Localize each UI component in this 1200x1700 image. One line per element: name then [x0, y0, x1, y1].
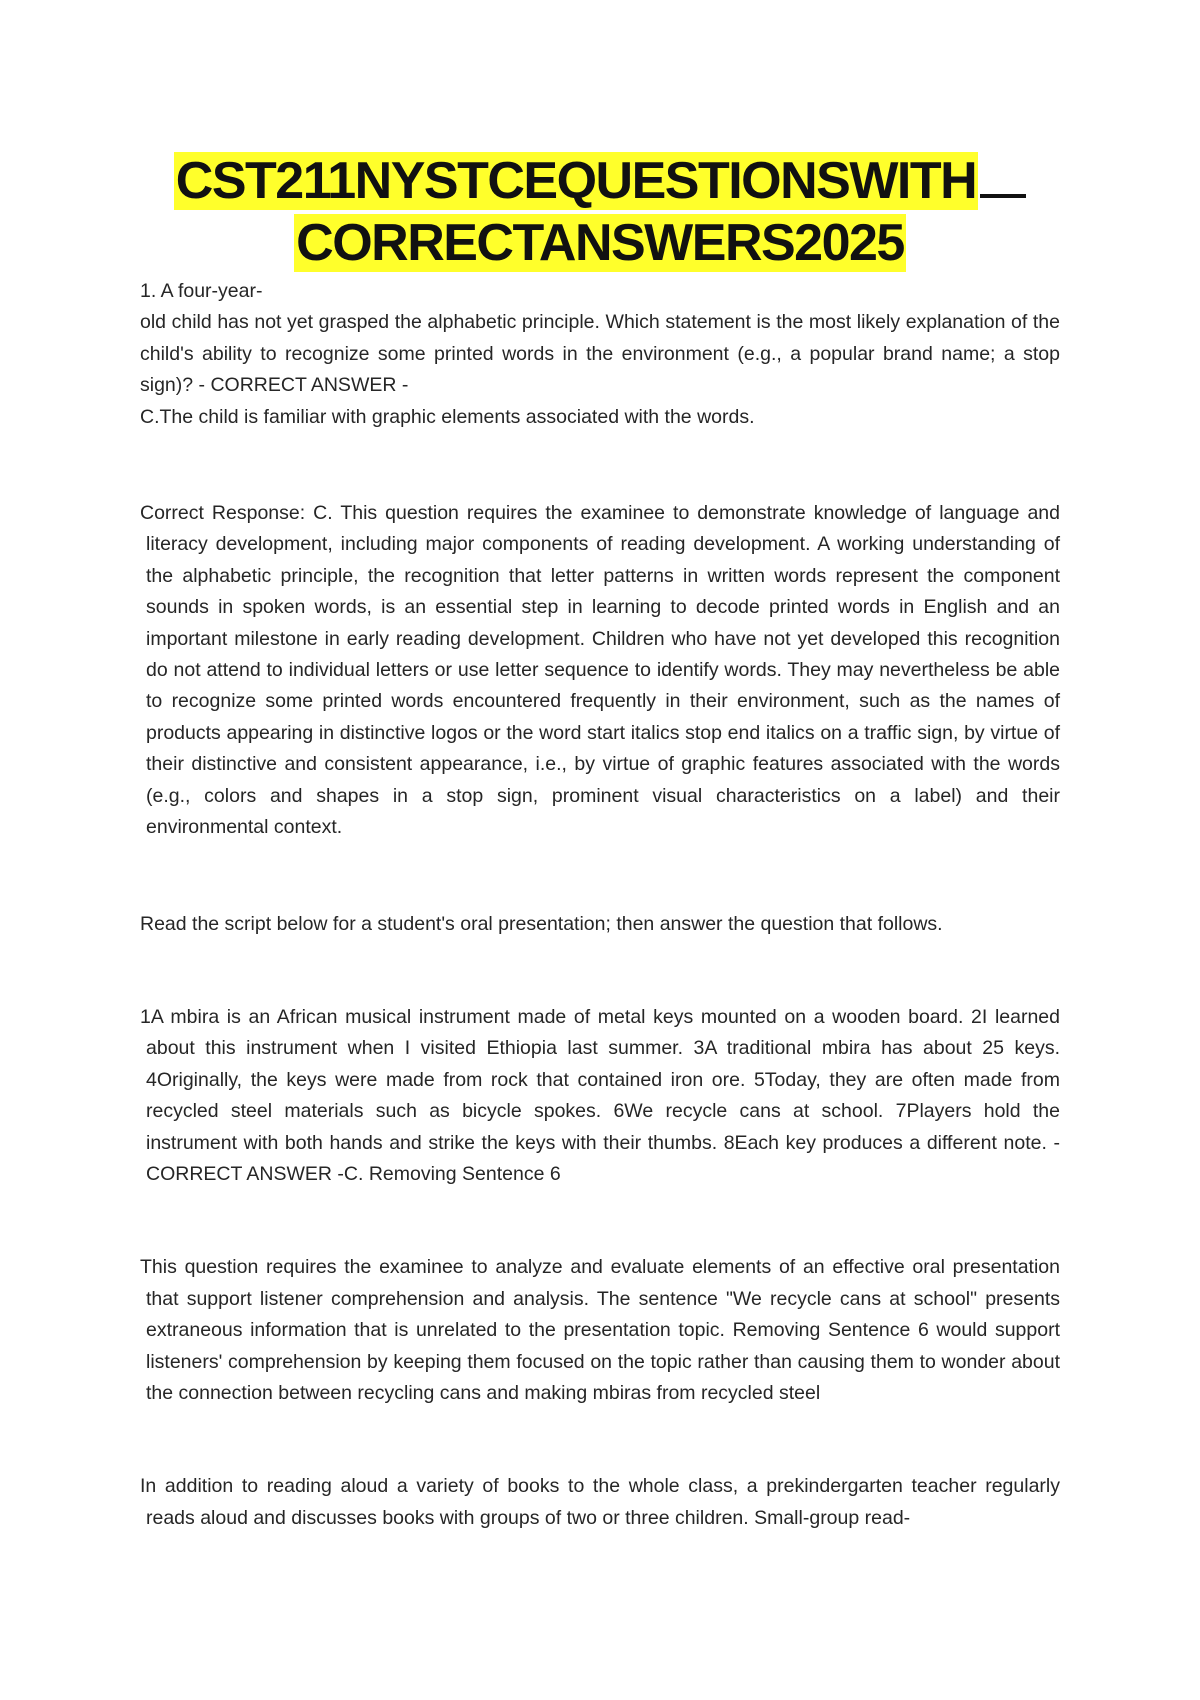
spacer — [140, 844, 1060, 909]
question-2-intro: Read the script below for a student's oral presentation; then answer the question that follows. — [140, 912, 943, 935]
title-highlight-2: CORRECTANSWERS2025 — [296, 214, 904, 272]
title-line-1 — [140, 150, 1060, 212]
question-2-rationale: This question requires the examinee to analyze and evaluate elements of an effective oral presentation that support listener comprehension and analysis. The sentence "We recycle cans at school" presents extraneous information that is unrelated to the presentation topic. Removing Sentence 6 would support listeners' comprehension by keeping them focused on the topic rather than causing them to wonder about the connection between recycling cans and making mbiras from recycled steel — [140, 1256, 1060, 1404]
title-highlight-1: CST211NYSTCEQUESTIONSWITH — [175, 152, 977, 210]
question-2-script: 1A mbira is an African musical instrument made of metal keys mounted on a wooden board. 2I learned about this instrument when I visited Ethiopia last summer. 3A traditional mbira has about 25 keys. 4Originally, the keys were made from rock that contained iron ore. 5Today, they are often made from recycled steel materials such as bicycle spokes. 6We recycle cans at school. 7Players hold the instrument with both hands and strike the keys with their thumbs. 8Each key produces a different note. - CORRECT ANSWER -C. Removing Sentence 6 — [140, 1005, 1060, 1185]
spacer — [140, 1409, 1060, 1471]
spacer — [140, 1190, 1060, 1252]
question-1-text: old child has not yet grasped the alphabetic principle. Which statement is the most likely explanation of the child's ability to recognize some printed words in the environment (e.g., a popular brand name; a stop sign)? - CORRECT ANSWER - — [140, 311, 1060, 397]
question-1-answer: C.The child is familiar with graphic elements associated with the words. — [140, 405, 755, 428]
spacer — [140, 433, 1060, 498]
document-body — [140, 276, 1060, 1534]
question-1-rationale: Correct Response: C. This question requires the examinee to demonstrate knowledge of language and literacy development, including major components of reading development. A working understanding of the alphabetic principle, the recognition that letter patterns in written words represent the component sounds in spoken words, is an essential step in learning to decode printed words in English and an important milestone in early reading development. Children who have not yet developed this recognition do not attend to individual letters or use letter sequence to identify words. They may nevertheless be able to recognize some printed words encountered frequently in their environment, such as the names of products appearing in distinctive logos or the word start italics stop end italics on a traffic sign, by virtue of their distinctive and consistent appearance, i.e., by virtue of graphic features associated with the words (e.g., colors and shapes in a stop sign, prominent visual characteristics on a label) and their environmental context. — [140, 502, 1060, 839]
spacer — [140, 940, 1060, 1002]
question-3-text: In addition to reading aloud a variety of books to the whole class, a prekindergarten teacher regularly reads aloud and discusses books with groups of two or three children. Small-group read- — [140, 1475, 1060, 1529]
document-title — [140, 150, 1060, 274]
title-line-2 — [140, 212, 1060, 274]
question-1-number: 1. A four-year- — [140, 280, 263, 302]
title-trailing-underline — [980, 150, 1026, 198]
